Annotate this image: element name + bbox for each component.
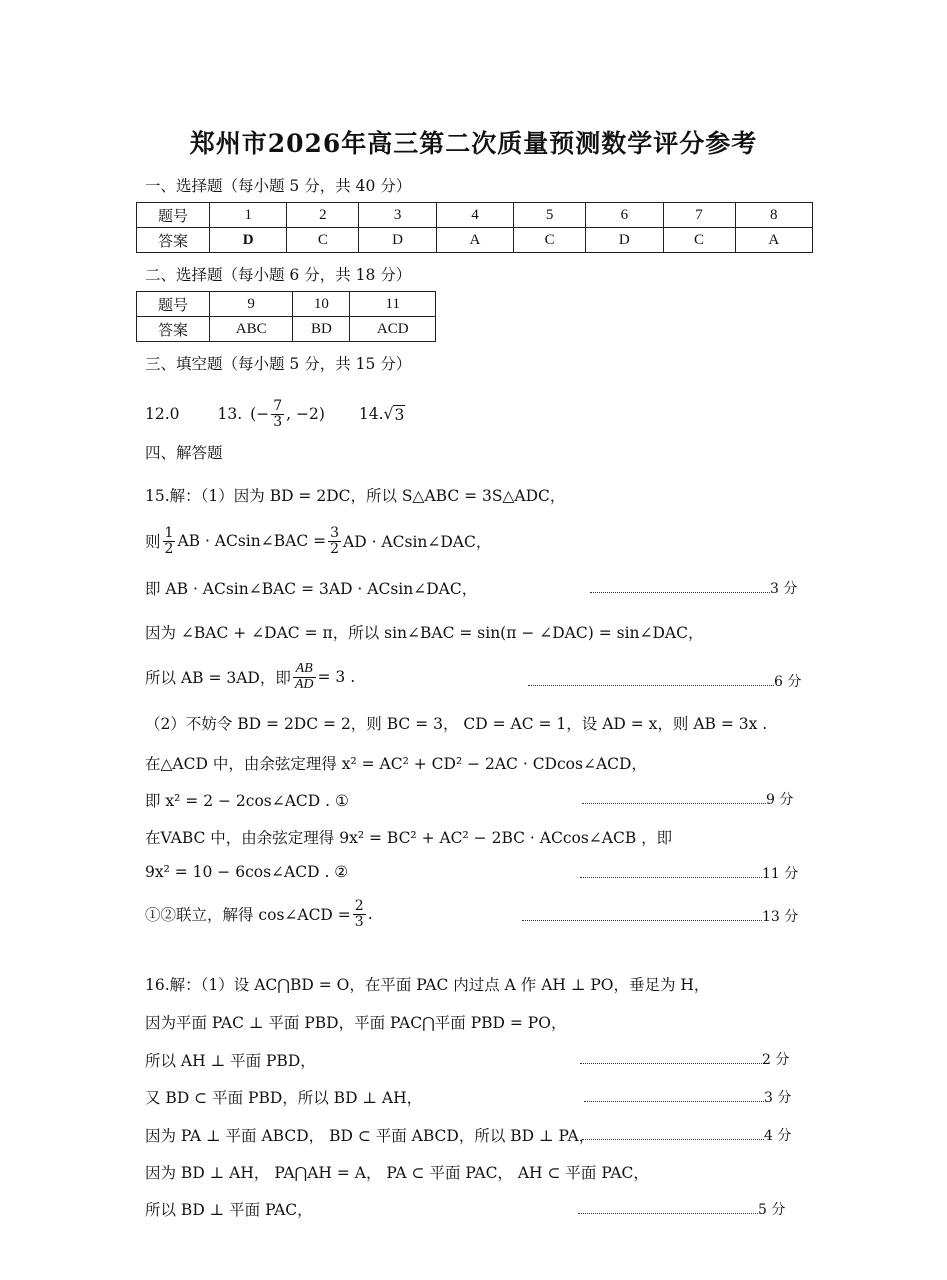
q16-line-2: 因为平面 PAC ⊥ 平面 PBD，平面 PAC⋂平面 PBD = PO， — [145, 1014, 567, 1032]
fraction-denominator: 2 — [164, 540, 174, 557]
q15-line-7: 在△ACD 中，由余弦定理得 x² = AC² + CD² − 2AC · CDcos∠ACD， — [145, 755, 647, 773]
row-label: 答案 — [137, 317, 210, 342]
score-label: 3 分 — [764, 1090, 792, 1106]
section1-table — [136, 202, 813, 253]
answer-14-label: 14. — [358, 405, 384, 423]
table-row — [137, 317, 436, 342]
q15-line-5 — [145, 657, 355, 697]
section1-heading: 一、选择题（每小题 5 分，共 40 分） — [145, 177, 412, 195]
q15-line-9: 在VABC 中，由余弦定理得 9x² = BC² + AC² − 2BC · ACcos∠ACB ，即 — [145, 829, 673, 847]
q15-line-8: 即 x² = 2 − 2cos∠ACD . ① — [145, 792, 349, 810]
score-label: 5 分 — [758, 1202, 786, 1218]
q16-line-7: 所以 BD ⊥ 平面 PAC， — [145, 1201, 313, 1219]
text: 所以 AB = 3AD，即 — [145, 669, 291, 687]
table-cell: ABC — [210, 317, 293, 342]
fraction-numerator: 2 — [354, 897, 364, 914]
table-cell: 7 — [663, 203, 735, 228]
table-row — [137, 203, 813, 228]
table-cell: C — [514, 228, 586, 253]
fraction-numerator: 7 — [273, 397, 283, 414]
q15-line-10: 9x² = 10 − 6cos∠ACD . ② — [145, 863, 349, 881]
score-label: 3 分 — [770, 581, 798, 597]
score-label: 13 分 — [762, 909, 799, 925]
score-label: 4 分 — [764, 1128, 792, 1144]
table-cell: 11 — [350, 292, 436, 317]
table-cell: D — [210, 228, 287, 253]
fraction-two-thirds — [353, 899, 366, 929]
table-cell: BD — [293, 317, 350, 342]
fraction-denominator: 3 — [273, 413, 283, 430]
text: 则 — [145, 533, 161, 551]
table-row — [137, 292, 436, 317]
text: . — [367, 905, 373, 923]
row-label: 题号 — [137, 292, 210, 317]
fraction-denominator: 3 — [354, 913, 364, 930]
table-cell: C — [663, 228, 735, 253]
table-cell: 2 — [287, 203, 359, 228]
answer-12: 12.0 — [145, 405, 180, 423]
q15-line-2 — [145, 521, 491, 561]
table-cell: 3 — [359, 203, 436, 228]
q15-line-1: 15.解：（1）因为 BD = 2DC，所以 S△ABC = 3S△ADC， — [145, 487, 566, 505]
table-cell: A — [735, 228, 812, 253]
table-row — [137, 228, 813, 253]
table-cell: 5 — [514, 203, 586, 228]
score-4 — [582, 1125, 791, 1145]
fraction-ab-ad — [293, 662, 316, 692]
score-3 — [590, 578, 797, 598]
fraction-denominator: 2 — [330, 540, 340, 557]
score-label: 11 分 — [762, 866, 799, 882]
table-cell: 4 — [436, 203, 513, 228]
fraction-half — [163, 526, 176, 556]
table-cell: C — [287, 228, 359, 253]
table-cell: 6 — [586, 203, 663, 228]
text: ①②联立，解得 cos∠ACD = — [145, 906, 351, 924]
answer-14-value: 3 — [394, 405, 405, 424]
q15-line-4: 因为 ∠BAC + ∠DAC = π，所以 sin∠BAC = sin(π − ∠DAC) = sin∠DAC， — [145, 624, 704, 642]
text: AB · ACsin∠BAC = — [177, 532, 327, 550]
sqrt-icon: √ — [383, 405, 394, 423]
score-13 — [522, 906, 798, 926]
answer-13-label: 13. — [217, 405, 243, 423]
fraction-denominator: AD — [294, 676, 314, 692]
q16-line-3: 所以 AH ⊥ 平面 PBD， — [145, 1052, 316, 1070]
table-cell: ACD — [350, 317, 436, 342]
score-6 — [528, 671, 801, 691]
row-label: 题号 — [137, 203, 210, 228]
q16-line-1: 16.解：（1）设 AC⋂BD = O，在平面 PAC 内过点 A 作 AH ⊥ PO，垂足为 H， — [145, 976, 710, 994]
q15-line-6: （2）不妨令 BD = 2DC = 2，则 BC = 3， CD = AC = 1，设 AD = x，则 AB = 3x . — [145, 715, 768, 733]
answer-13-rest: , −2) — [286, 405, 325, 423]
section3-heading: 三、填空题（每小题 5 分，共 15 分） — [145, 355, 412, 373]
q15-line-3: 即 AB · ACsin∠BAC = 3AD · ACsin∠DAC， — [145, 580, 478, 598]
score-label: 2 分 — [762, 1052, 790, 1068]
table-cell: 10 — [293, 292, 350, 317]
page-title: 郑州市2026年高三第二次质量预测数学评分参考 — [189, 129, 758, 158]
row-label: 答案 — [137, 228, 210, 253]
q16-line-5: 因为 PA ⊥ 平面 ABCD， BD ⊂ 平面 ABCD，所以 BD ⊥ PA， — [145, 1127, 595, 1145]
table-cell: A — [436, 228, 513, 253]
fill-answers: 12.0 13. (− $\frac{7}{3}$ , −2) 14. √ 3 — [145, 397, 405, 430]
fraction-numerator: 3 — [330, 524, 340, 541]
table-cell: D — [586, 228, 663, 253]
q15-line-11 — [145, 893, 373, 935]
table-cell: 9 — [210, 292, 293, 317]
text: AD · ACsin∠DAC， — [343, 533, 492, 551]
section4-heading: 四、解答题 — [145, 444, 223, 462]
section2-table — [136, 291, 436, 342]
table-cell: D — [359, 228, 436, 253]
score-11 — [580, 863, 798, 883]
score-label: 9 分 — [766, 792, 794, 808]
score-2 — [580, 1049, 789, 1069]
fraction-numerator: AB — [293, 662, 316, 678]
score-5 — [578, 1199, 785, 1219]
text: = 3 . — [317, 668, 356, 686]
table-cell: 1 — [210, 203, 287, 228]
q16-line-4: 又 BD ⊂ 平面 PBD，所以 BD ⊥ AH， — [145, 1089, 423, 1107]
q16-line-6: 因为 BD ⊥ AH， PA⋂AH = A， PA ⊂ 平面 PAC， AH ⊂ 平面 PAC， — [145, 1164, 649, 1182]
answer-13-fraction — [271, 399, 284, 429]
score-label: 6 分 — [774, 674, 802, 690]
score-9 — [582, 789, 793, 809]
section2-heading: 二、选择题（每小题 6 分，共 18 分） — [145, 266, 412, 284]
fraction-three-halves — [328, 526, 341, 556]
score-3b — [584, 1087, 791, 1107]
fraction-numerator: 1 — [164, 524, 174, 541]
table-cell: 8 — [735, 203, 812, 228]
